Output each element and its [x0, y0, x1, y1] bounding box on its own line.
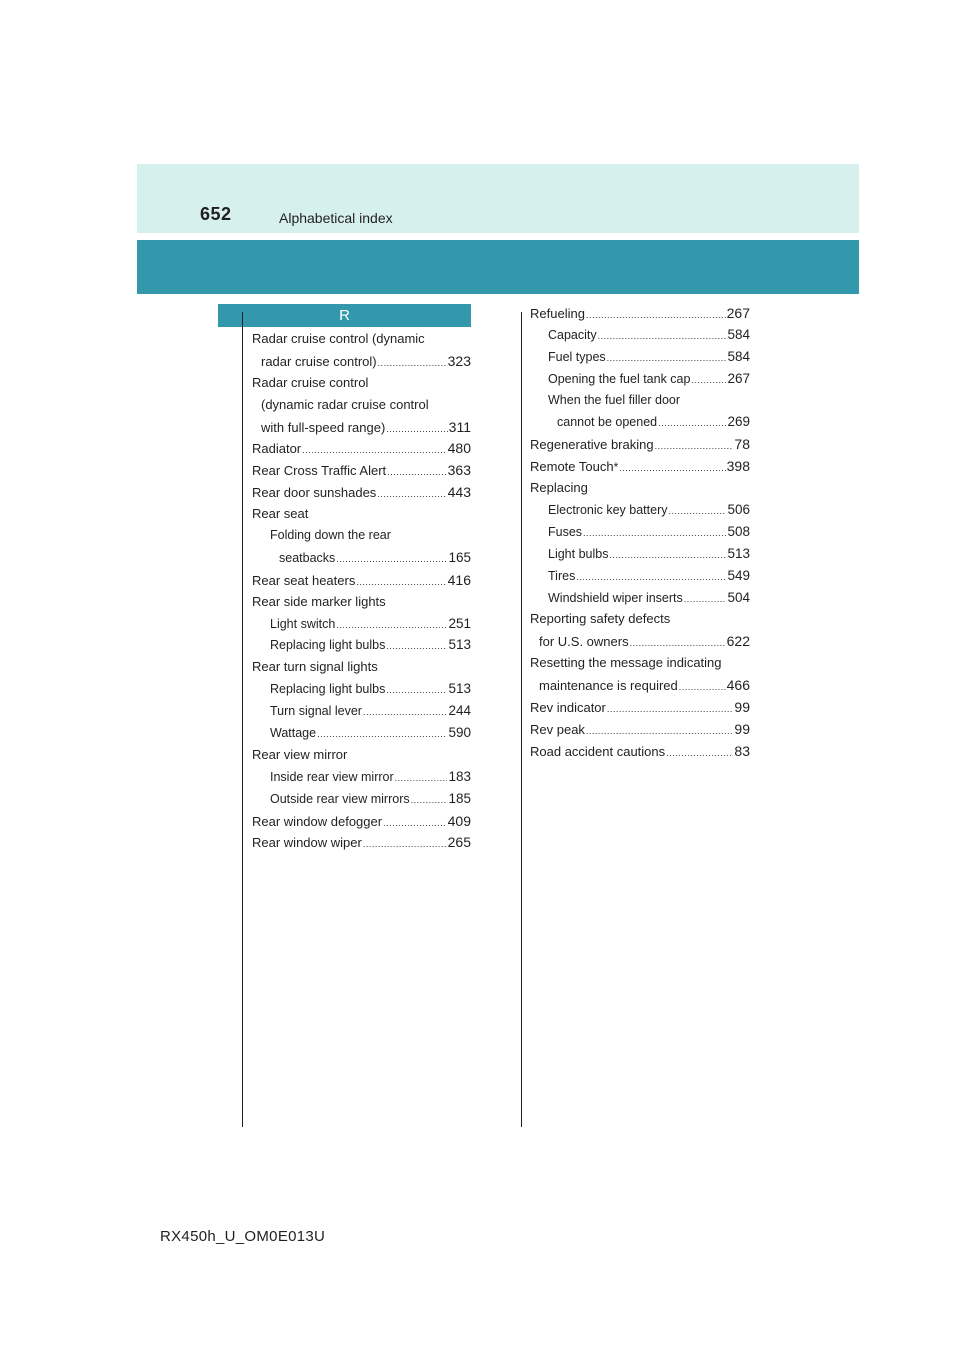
leader-dots	[387, 467, 447, 477]
leader-dots	[691, 375, 726, 385]
index-entry-label: Rev peak	[530, 721, 585, 737]
index-entry[interactable]	[530, 743, 750, 765]
index-entry-label: Light switch	[270, 616, 336, 631]
index-entry[interactable]	[530, 524, 750, 546]
leader-dots	[658, 418, 726, 428]
leader-dots	[586, 310, 726, 320]
leader-dots	[356, 577, 446, 587]
index-entry	[530, 393, 750, 415]
index-entry-label: Radar cruise control	[252, 374, 369, 390]
index-entry[interactable]: Remote Touch * ..... 398	[530, 458, 750, 480]
index-entry-page[interactable]: 443	[447, 484, 471, 501]
index-entry-page[interactable]: 466	[726, 677, 750, 694]
index-entry[interactable]	[530, 305, 750, 327]
leader-dots	[383, 818, 447, 828]
index-entry-page[interactable]: 504	[727, 589, 750, 605]
leader-dots	[586, 726, 734, 736]
index-entry	[252, 506, 471, 528]
leader-dots	[336, 620, 447, 630]
leader-dots	[679, 682, 726, 692]
index-entry-page[interactable]: 99	[734, 720, 750, 737]
index-entry[interactable]	[252, 550, 471, 572]
index-entry-page[interactable]: 398	[726, 458, 750, 475]
index-entry-label: maintenance is required	[539, 678, 678, 694]
leader-dots	[302, 445, 447, 455]
index-entry-page[interactable]: 590	[448, 725, 471, 741]
index-entry-page[interactable]: 165	[448, 549, 471, 565]
header-bar	[137, 164, 859, 233]
leader-dots	[655, 441, 734, 451]
document-code: RX450h_U_OM0E013U	[160, 1228, 326, 1245]
index-entry-label: Fuses	[548, 524, 583, 539]
letter-heading: R	[218, 304, 471, 327]
index-entry[interactable]	[252, 462, 471, 484]
index-entry-page[interactable]: 265	[447, 834, 471, 851]
index-entry-label: Replacing light bulbs	[270, 638, 386, 653]
leader-dots	[395, 773, 448, 783]
leader-dots	[598, 331, 727, 341]
leader-dots	[336, 554, 447, 564]
index-entry-label: Capacity	[548, 327, 597, 342]
index-entry-label: seatbacks	[279, 550, 336, 565]
index-entry-page[interactable]: 416	[447, 571, 471, 588]
index-entry[interactable]	[530, 436, 750, 458]
index-entry	[252, 375, 471, 397]
index-entry	[252, 659, 471, 681]
index-entry-label: Light bulbs	[548, 546, 609, 561]
index-entry[interactable]	[252, 725, 471, 747]
index-entry-page[interactable]: 508	[727, 523, 750, 539]
index-entry-label: Tires	[548, 568, 576, 583]
index-entry-label: Refueling	[530, 306, 585, 321]
index-entry-label: Wattage	[270, 726, 317, 741]
index-entry[interactable]	[252, 572, 471, 594]
section-title: Alphabetical index	[279, 210, 393, 226]
index-entry[interactable]	[530, 590, 750, 612]
index-entry-page[interactable]: 480	[447, 440, 471, 457]
index-entry[interactable]	[252, 637, 471, 659]
leader-dots	[583, 528, 726, 538]
index-entry-label: Rear turn signal lights	[252, 659, 378, 675]
index-entry-label: Radar cruise control (dynamic	[252, 331, 425, 346]
index-entry-label: with full-speed range)	[261, 419, 386, 435]
index-entry-page[interactable]: 513	[448, 637, 471, 653]
index-entry-label: Remote Touch	[530, 459, 614, 475]
index-entry-page[interactable]: 506	[727, 502, 750, 518]
index-entry-page[interactable]: 409	[447, 812, 471, 829]
index-entry-label: Regenerative braking	[530, 437, 654, 453]
header-band	[137, 240, 859, 294]
index-entry-label: Rear Cross Traffic Alert	[252, 463, 387, 479]
index-entry	[252, 528, 471, 550]
index-entry	[530, 611, 750, 633]
index-entry-label: for U.S. owners	[539, 634, 629, 650]
index-entry-label: Rear window wiper	[252, 835, 362, 851]
leader-dots	[386, 685, 447, 695]
index-entry-page[interactable]: 584	[727, 348, 750, 364]
index-entry-label: When the fuel filler door	[548, 392, 681, 407]
index-entry[interactable]	[530, 327, 750, 349]
leader-dots	[317, 729, 447, 739]
index-entry-page[interactable]: 185	[448, 790, 471, 806]
index-entry-label: Outside rear view mirrors	[270, 791, 410, 806]
leader-dots	[576, 572, 726, 582]
index-entry-page[interactable]: 267	[727, 370, 750, 386]
index-entry-label: Rear view mirror	[252, 746, 348, 762]
column-divider-right	[521, 312, 522, 1127]
column-divider-left	[242, 312, 243, 1127]
index-entry-label: Windshield wiper inserts	[548, 590, 683, 605]
leader-dots	[386, 424, 447, 434]
index-entry-page[interactable]: 83	[734, 742, 750, 759]
index-entry-label: Opening the fuel tank cap	[548, 371, 691, 386]
index-entry-label: Fuel types	[548, 349, 606, 364]
index-entry-label: Folding down the rear	[270, 528, 391, 543]
index-entry[interactable]	[530, 502, 750, 524]
index-entry[interactable]	[252, 484, 471, 506]
index-entry[interactable]	[530, 414, 750, 436]
index-entry[interactable]	[252, 419, 471, 441]
index-entry[interactable]	[530, 633, 750, 655]
index-entry[interactable]	[252, 353, 471, 375]
index-entry[interactable]	[252, 834, 471, 856]
leader-dots	[377, 489, 446, 499]
leader-dots	[684, 594, 727, 604]
index-entry[interactable]	[252, 791, 471, 813]
index-entry-page[interactable]: 267	[726, 305, 750, 321]
leader-dots	[607, 704, 734, 714]
index-entry-label: cannot be opened	[557, 415, 658, 430]
index-entry-label: Replacing light bulbs	[270, 682, 386, 697]
index-entry-label: radar cruise control)	[261, 353, 377, 369]
index-entry-page[interactable]: 183	[448, 768, 471, 784]
index-entry-page[interactable]: 363	[447, 462, 471, 479]
index-entry-label: Rear door sunshades	[252, 485, 377, 501]
index-entry	[252, 331, 471, 353]
index-entry[interactable]	[530, 371, 750, 393]
leader-dots	[363, 839, 447, 849]
index-entry[interactable]	[530, 677, 750, 699]
index-entry[interactable]	[530, 721, 750, 743]
index-entry-page[interactable]: 78	[734, 436, 750, 453]
index-entry[interactable]	[252, 681, 471, 703]
index-entry-label: Radiator	[252, 441, 302, 457]
leader-dots	[669, 506, 727, 516]
index-entry-label: (dynamic radar cruise control	[261, 396, 429, 412]
leader-dots	[386, 641, 447, 651]
index-entry-page[interactable]: 251	[448, 615, 471, 631]
leader-dots	[607, 353, 727, 363]
index-entry-label: Resetting the message indicating	[530, 655, 722, 671]
index-entry-label: Reporting safety defects	[530, 611, 671, 627]
index-entry-label: Replacing	[530, 480, 588, 496]
leader-dots	[666, 748, 733, 758]
index-entry	[530, 655, 750, 677]
index-entry[interactable]	[530, 546, 750, 568]
leader-dots	[619, 463, 725, 473]
index-entry-label: Rear side marker lights	[252, 593, 386, 609]
index-entry-page[interactable]: 99	[734, 699, 750, 716]
index-entry	[252, 594, 471, 616]
index-entry-label: Rear seat heaters	[252, 572, 356, 588]
index-entry[interactable]	[252, 616, 471, 638]
index-entry[interactable]	[530, 349, 750, 371]
index-entry[interactable]	[252, 440, 471, 462]
leader-dots	[630, 638, 726, 648]
index-entry-page[interactable]: 549	[727, 567, 750, 583]
index-entry-label: Rear window defogger	[252, 813, 383, 829]
index-entry-page[interactable]: 622	[726, 633, 750, 650]
page-number: 652	[200, 204, 232, 224]
index-entry-label: Electronic key battery	[548, 503, 668, 518]
index-entry-page[interactable]: 513	[448, 681, 471, 697]
index-entry-page[interactable]: 513	[727, 545, 750, 561]
index-entry-page[interactable]: 584	[727, 326, 750, 342]
index-column-right	[530, 305, 750, 765]
index-entry-page[interactable]: 323	[447, 352, 471, 369]
index-entry	[252, 397, 471, 419]
index-entry[interactable]	[530, 568, 750, 590]
index-entry-page[interactable]: 269	[727, 414, 750, 430]
index-entry-page[interactable]: 244	[448, 703, 471, 719]
index-entry-label: Rev indicator	[530, 700, 606, 716]
index-entry	[252, 747, 471, 769]
index-entry[interactable]	[252, 769, 471, 791]
index-entry-label: Turn signal lever	[270, 704, 362, 719]
index-entry[interactable]	[530, 699, 750, 721]
leader-dots	[609, 550, 726, 560]
index-entry[interactable]	[252, 813, 471, 835]
index-entry-label: Road accident cautions	[530, 743, 666, 759]
leader-dots	[363, 707, 448, 717]
leader-dots	[411, 795, 448, 805]
index-entry-page[interactable]: 311	[448, 418, 471, 435]
index-entry-label: Inside rear view mirror	[270, 769, 394, 784]
index-entry	[530, 480, 750, 502]
leader-dots	[378, 358, 447, 368]
index-entry[interactable]	[252, 703, 471, 725]
index-column-left	[252, 331, 471, 856]
index-entry-label: Rear seat	[252, 506, 309, 522]
